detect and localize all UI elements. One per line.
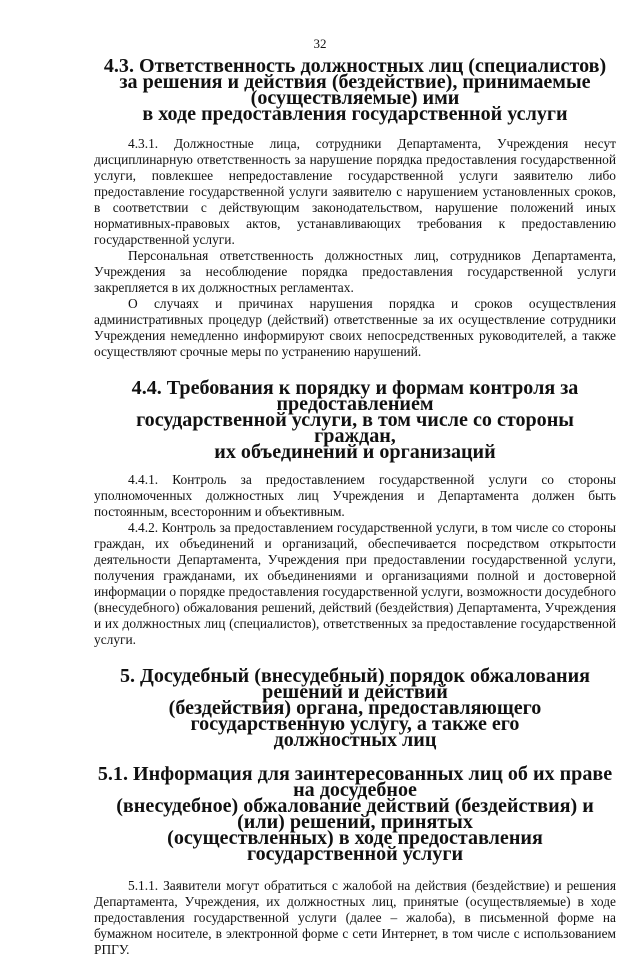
paragraph-violations: О случаях и причинах нарушения порядка и сроков осуществления административных процедур (действий) ответственные за их осуществление сотрудники Учреждения немедленно информируют своих непосредственных руководителей, а также осуществляют срочные меры по устранению нарушений. (94, 296, 616, 359)
page-content (94, 55, 616, 958)
paragraph-4-3-1: 4.3.1. Должностные лица, сотрудники Департамента, Учреждения несут дисциплинарную ответственность за нарушение порядка предоставления государственной услуги, повлекшее непредоставление государственной услуги заявителю либо предоставление государственной услуги заявителю с нарушением установленных сроков, в соответствии с действующим законодательством, нарушение положений иных нормативных-правовых актов, устанавливающих требования к предоставлению государственной услуги. (94, 136, 616, 247)
heading-line: должностных лиц (273, 729, 437, 751)
heading-line: за решения и действия (бездействие), принимаемые (осуществляемые) ими (119, 71, 591, 109)
heading-line: (внесудебное) обжалование действий (бездействия) и (или) решений, принятых (116, 795, 594, 833)
page-number: 32 (313, 36, 327, 51)
paragraph-4-4-1: 4.4.1. Контроль за предоставлением государственной услуги со стороны уполномоченных должностных лиц Учреждения и Департамента должен быть постоянным, всесторонним и объективным. (94, 472, 616, 519)
heading-line: в ходе предоставления государственной услуги (142, 103, 568, 125)
heading-line: 4.4. Требования к порядку и формам контроля за предоставлением (131, 377, 579, 415)
heading-line: их объединений и организаций (214, 441, 496, 463)
heading-line: (осуществленных) в ходе предоставления государственной услуги (167, 827, 543, 865)
section-5-heading (94, 665, 616, 751)
paragraph-personal-responsibility: Персональная ответственность должностных лиц, сотрудников Департамента, Учреждения за несоблюдение порядка предоставления государственной услуги закрепляется в их должностных регламентах. (94, 248, 616, 295)
paragraph-4-4-2: 4.4.2. Контроль за предоставлением государственной услуги, в том числе со стороны граждан, их объединений и организаций, обеспечивается посредством открытости деятельности Департамента, Учреждения при предоставлении государственной услуги, получения гражданами, их объединениями и организациями полной и достоверной информации о порядке предоставления государственной услуги, возможности досудебного (внесудебного) обжалования решений, действий (бездействия) Департамента, Учреждения и их должностных лиц (специалистов), ответственных за предоставление государственной услуги. (94, 520, 616, 647)
paragraph-5-1-1: 5.1.1. Заявители могут обратиться с жалобой на действия (бездействие) и решения Департамента, Учреждения, их должностных лиц, принятые (осуществляемые) в ходе предоставления государственной услуги (далее – жалоба), в письменной форме на бумажном носителе, в электронной форме с сети Интернет, в том числе с использованием РПГУ. (94, 878, 616, 957)
section-4-3-heading (94, 55, 616, 125)
section-4-4-heading (94, 377, 616, 463)
heading-line: 5. Досудебный (внесудебный) порядок обжалования решений и действий (119, 665, 591, 703)
heading-line: государственной услуги, в том числе со стороны граждан, (136, 409, 574, 447)
heading-line: 4.3. Ответственность должностных лиц (специалистов) (103, 55, 607, 77)
heading-line: 5.1. Информация для заинтересованных лиц об их праве на досудебное (97, 763, 613, 801)
section-5-1-heading (94, 763, 616, 865)
heading-line: (бездействия) органа, предоставляющего государственную услугу, а также его (168, 697, 542, 735)
